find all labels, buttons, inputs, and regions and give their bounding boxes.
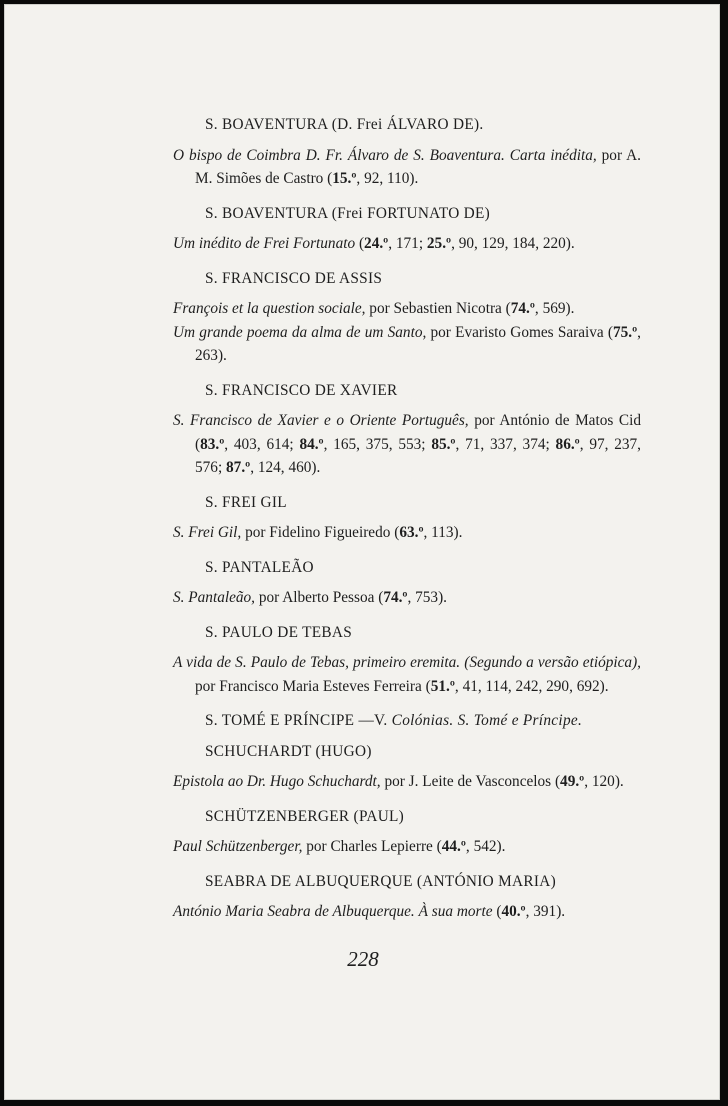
section-heading: S. FRANCISCO DE ASSIS [205, 269, 383, 287]
section-heading: S. PANTALEÃO [205, 558, 314, 576]
index-entry: Um inédito de Frei Fortunato (24.º, 171; 25.º, 90, 129, 184, 220). [173, 235, 575, 252]
section-heading: S. FREI GIL [205, 493, 287, 511]
index-content [5, 113, 721, 924]
section-heading: SCHÜTZENBERGER (PAUL) [205, 807, 405, 825]
section-heading: S. PAULO DE TEBAS [205, 623, 353, 641]
section-heading-crossref: S. TOMÉ E PRÍNCIPE —V. Colónias. S. Tomé e Príncipe. [205, 712, 583, 729]
section-heading: S. BOAVENTURA (Frei FORTUNATO DE) [205, 204, 491, 222]
index-entry: Um grande poema da alma de um Santo, por Evaristo Gomes Saraiva (75.º, 263). [173, 323, 641, 364]
section-heading: S. FRANCISCO DE XAVIER [205, 381, 398, 399]
document-page [4, 4, 720, 1100]
page-number: 228 [347, 947, 379, 971]
section-heading: SEABRA DE ALBUQUERQUE (ANTÓNIO MARIA) [205, 872, 557, 890]
index-entry: O bispo de Coimbra D. Fr. Álvaro de S. Boaventura. Carta inédita, por A. M. Simões de Castro (15.º, 92, 110). [173, 146, 641, 187]
index-entry: A vida de S. Paulo de Tebas, primeiro eremita. (Segundo a versão etiópica), por Francisco Maria Esteves Ferreira (51.º, 41, 114, 242, 290, 692). [173, 654, 641, 695]
section-heading: S. BOAVENTURA (D. Frei ÁLVARO DE). [205, 116, 484, 133]
index-entry: S. Pantaleão, por Alberto Pessoa (74.º, 753). [173, 589, 447, 606]
index-entry: Epistola ao Dr. Hugo Schuchardt, por J. Leite de Vasconcelos (49.º, 120). [173, 773, 624, 790]
section-heading: SCHUCHARDT (HUGO) [205, 742, 372, 760]
index-entry: António Maria Seabra de Albuquerque. À sua morte (40.º, 391). [173, 903, 566, 920]
index-entry: Paul Schützenberger, por Charles Lepierre (44.º, 542). [173, 838, 506, 855]
index-entry: S. Francisco de Xavier e o Oriente Português, por António de Matos Cid (83.º, 403, 614; 84.º, 165, 375, 553; 85.º, 71, 337, 374; 86.º, 97, 237, 576; 87.º, 124, 460). [173, 412, 642, 476]
index-entry: S. Frei Gil, por Fidelino Figueiredo (63.º, 113). [173, 524, 463, 541]
index-entry: François et la question sociale, por Sebastien Nicotra (74.º, 569). [173, 300, 575, 317]
